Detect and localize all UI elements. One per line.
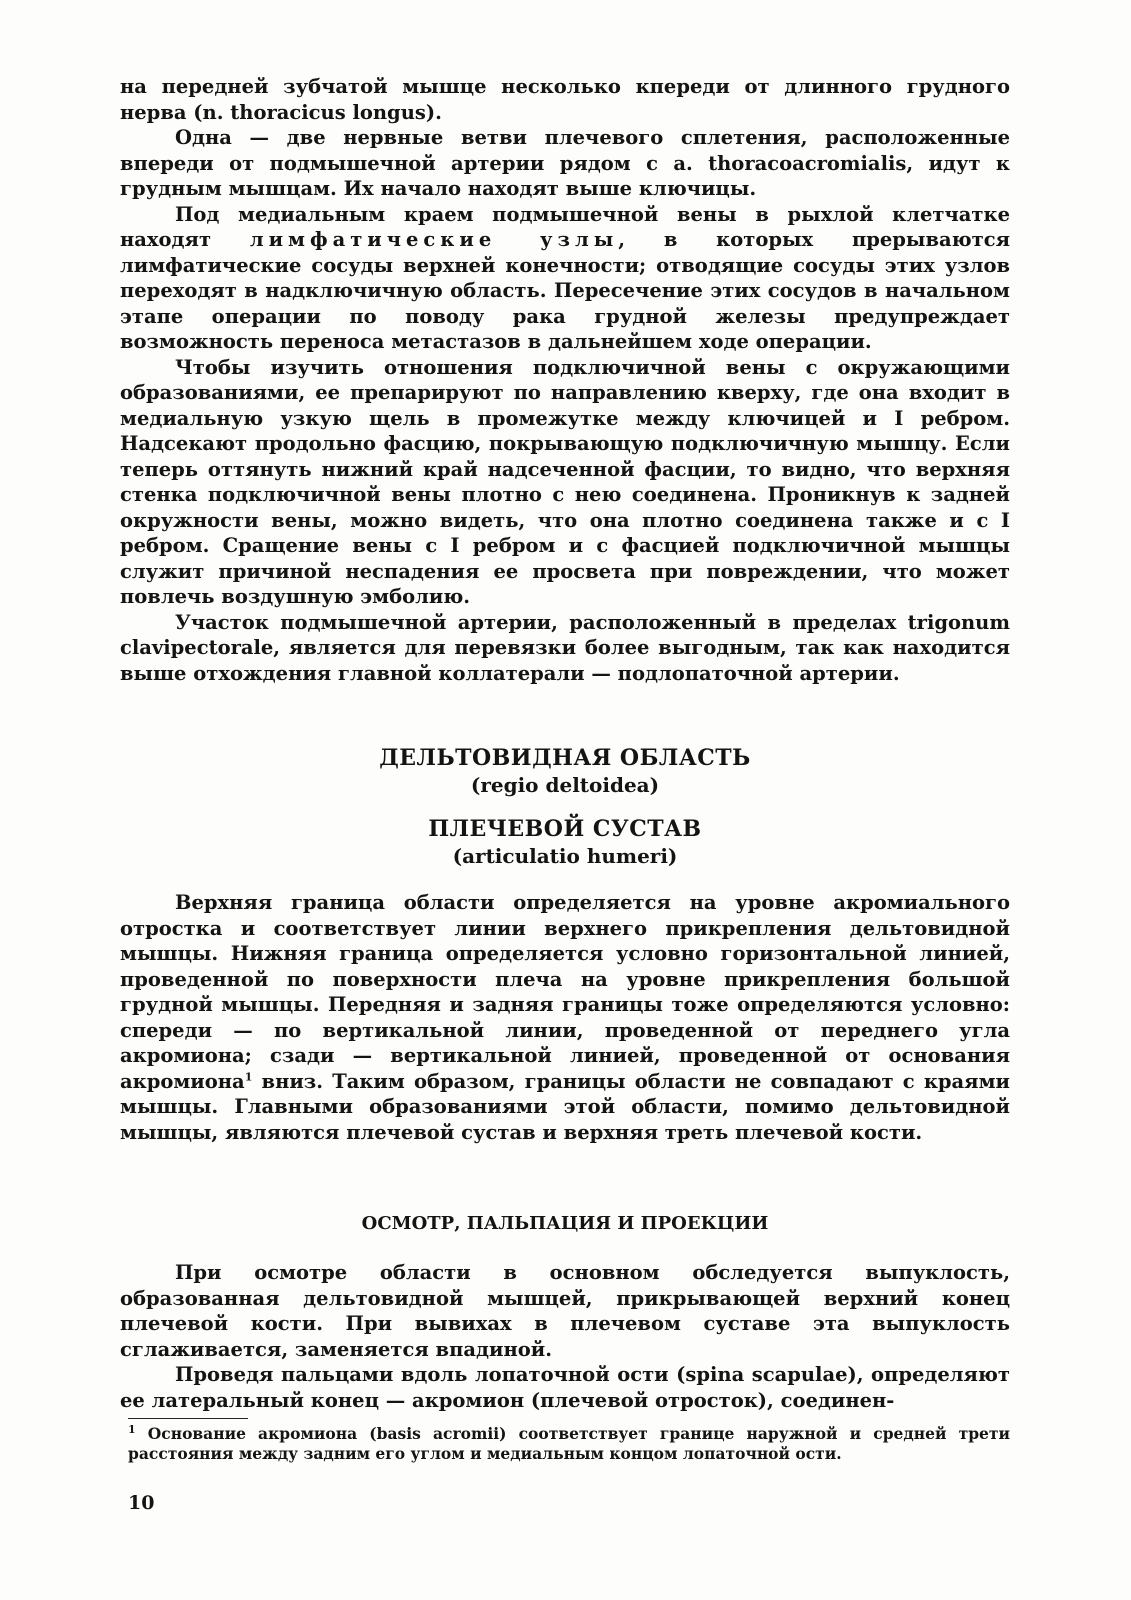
paragraph-continuation: на передней зубчатой мышце несколько кпереди от длинного грудного нерва (n. thoracicus longus). bbox=[120, 75, 1010, 124]
paragraph-region-borders bbox=[120, 890, 1010, 1145]
paragraph-palpation: Проведя пальцами вдоль лопаточной ости (spina scapulae), определяют ее латеральный конец — акромион (плечевой отросток), соединен- bbox=[120, 1363, 1010, 1412]
paragraph-nerve-branches: Одна — две нервные ветви плечевого сплетения, расположенные впереди от подмышечной артерии рядом с a. thoracoacromialis, идут к грудным мышцам. Их начало находят выше ключицы. bbox=[120, 126, 1010, 200]
page-number: 10 bbox=[128, 1492, 155, 1514]
borders-text-before: Верхняя граница области определяется на уровне акромиального отростка и соответствует линии верхнего прикрепления дельтовидной мышцы. Нижняя граница определяется условно горизонтальной линией, проведенной по поверхности плеча на уровне прикрепления большой грудной мышцы. Передняя и задняя границы тоже определяются условно: спереди — по вертикальной линии, проведенной от переднего угла акромиона; сзади — вертикальной линией, проведенной от основания акромиона bbox=[120, 891, 1010, 1093]
paragraph-lymph-nodes bbox=[120, 202, 1010, 355]
borders-text-after: вниз. Таким образом, границы области не совпадают с краями мышцы. Главными образованиями этой области, помимо дельтовидной мышцы, являются плечевой сустав и верхняя треть плечевой кости. bbox=[120, 1069, 1010, 1144]
paragraph-axillary-artery: Участок подмышечной артерии, расположенный в пределах trigonum clavipectorale, является для перевязки более выгодным, так как находится выше отхождения главной коллатерали — подлопаточной артерии. bbox=[120, 610, 1010, 685]
lymph-text-after: , в которых прерываются лимфатические сосуды верхней конечности; отводящие сосуды этих узлов переходят в надключичную область. Пересечение этих сосудов в начальном этапе операции по поводу рака грудной железы предупреждает возможность переноса метастазов в дальнейшем ходе операции. bbox=[120, 228, 1010, 353]
footnote bbox=[128, 1424, 1010, 1464]
paragraph-subclavian-vein: Чтобы изучить отношения подключичной вены с окружающими образованиями, ее препарируют по направлению кверху, где она входит в медиальную узкую щель в промежутке между ключицей и I ребром. Надсекают продольно фасцию, покрывающую подключичную мышцу. Если теперь оттянуть нижний край надсеченной фасции, то видно, что верхняя стенка подключичной вены плотно с нею соединена. Проникнув к задней окружности вены, можно видеть, что она плотно соединена также и с I ребром. Сращение вены с I ребром и с фасцией подключичной мышцы служит причиной неспадения ее просвета при повреждении, что может повлечь воздушную эмболию. bbox=[120, 355, 1010, 608]
top-text-block bbox=[120, 74, 1010, 686]
heading-inspection: ОСМОТР, ПАЛЬПАЦИЯ И ПРОЕКЦИИ bbox=[361, 1213, 769, 1234]
bottom-text-block bbox=[120, 1260, 1010, 1413]
footnote-reference: 1 bbox=[244, 1070, 253, 1083]
heading-deltoid-region: ДЕЛЬТОВИДНАЯ ОБЛАСТЬ bbox=[379, 745, 751, 771]
footnote-mark: 1 bbox=[128, 1422, 136, 1436]
heading-deltoid-region-latin: (regio deltoidea) bbox=[470, 773, 660, 797]
footnote-divider bbox=[128, 1418, 248, 1419]
middle-text-block bbox=[120, 890, 1010, 1145]
lymph-term-spaced: лимфатические узлы bbox=[249, 228, 619, 251]
paragraph-inspection: При осмотре области в основном обследуется выпуклость, образованная дельтовидной мышцей, прикрывающей верхний конец плечевой кости. При вывихах в плечевом суставе эта выпуклость сглаживается, заменяется впадиной. bbox=[120, 1261, 1010, 1361]
lymph-text-before: Под медиальным краем подмышечной вены в рыхлой клетчатке находят bbox=[120, 202, 1010, 251]
heading-shoulder-joint: ПЛЕЧЕВОЙ СУСТАВ bbox=[428, 816, 702, 842]
heading-shoulder-joint-latin: (articulatio humeri) bbox=[452, 844, 678, 868]
footnote-text: Основание акромиона (basis acromii) соответствует границе наружной и средней трети расстояния между задним его углом и медиальным концом лопаточной ости. bbox=[128, 1424, 1010, 1463]
